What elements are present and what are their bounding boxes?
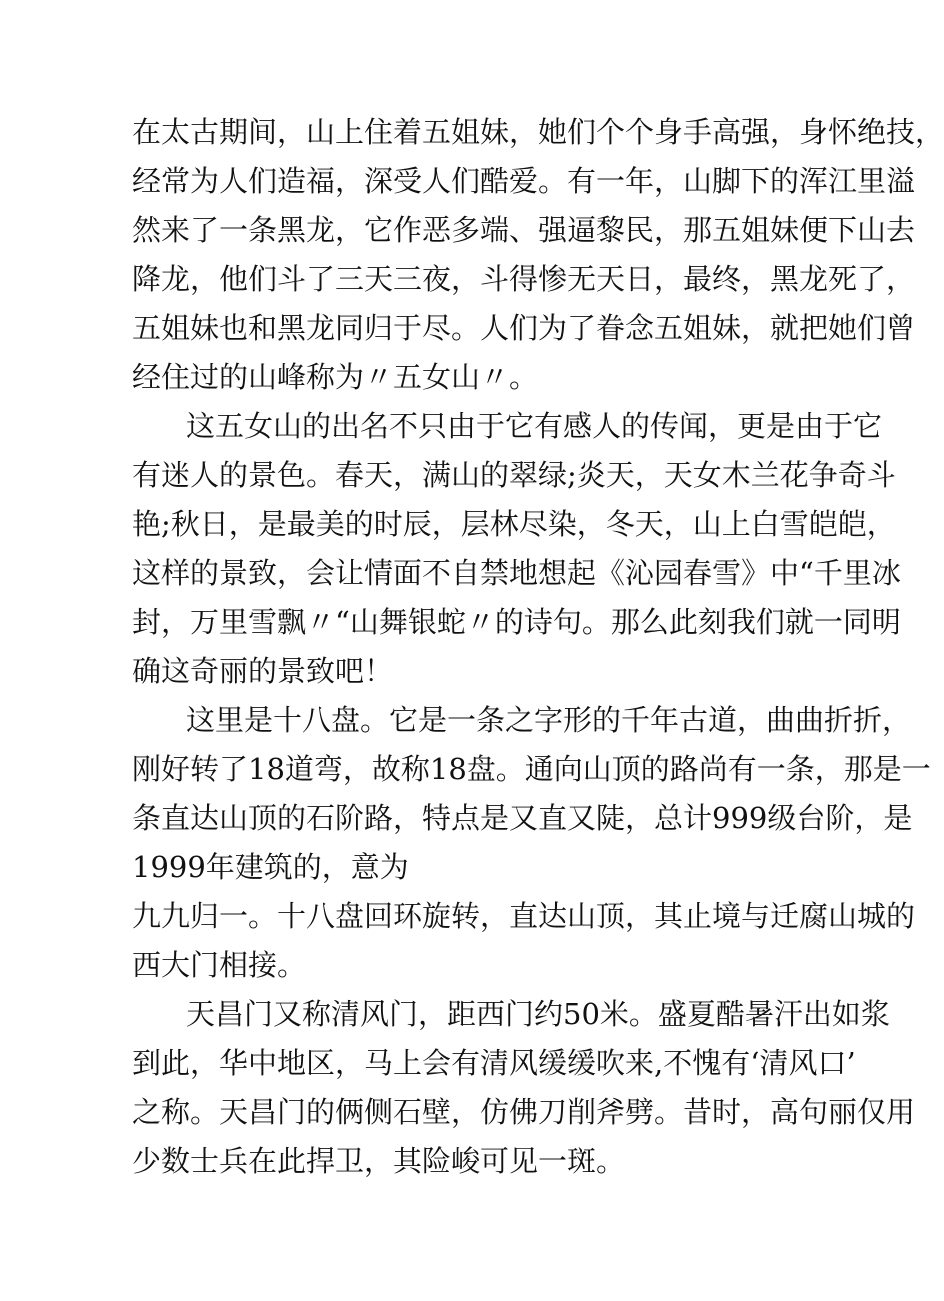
paragraph-2-line-3: 艳;秋日，是最美的时辰，层林尽染，冬天，山上白雪皑皑， (132, 507, 896, 541)
paragraph-3-line-4: 1999年建筑的，意为 (132, 850, 409, 884)
paragraph-2-line-6: 确这奇丽的景致吧！ (132, 654, 394, 688)
paragraph-3-line-5: 九九归一。十八盘回环旋转，直达山顶，其止境与迁腐山城的 (132, 899, 916, 933)
paragraph-1-line-6: 经住过的山峰称为〃五女山〃。 (132, 360, 539, 394)
paragraph-1-line-4: 降龙，他们斗了三天三夜，斗得惨无天日，最终，黑龙死了， (132, 262, 916, 296)
paragraph-1-line-3: 然来了一条黑龙，它作恶多端、强逼黎民，那五姐妹便下山去 (132, 213, 916, 247)
paragraph-3-line-1: 这里是十八盘。它是一条之字形的千年古道，曲曲折折， (186, 703, 912, 737)
paragraph-4-line-3: 之称。天昌门的俩侧石壁，仿佛刀削斧劈。昔时，高句丽仅用 (132, 1095, 916, 1129)
paragraph-2-line-1: 这五女山的出名不只由于它有感人的传闻，更是由于它 (186, 409, 883, 443)
paragraph-4-line-1: 天昌门又称清风门，距西门约50米。盛夏酷暑汗出如浆 (186, 997, 890, 1031)
paragraph-3-line-6: 西大门相接。 (132, 948, 307, 982)
paragraph-1-line-1: 在太古期间，山上住着五姐妹，她们个个身手高强，身怀绝技， (132, 115, 944, 149)
paragraph-4-line-4: 少数士兵在此捍卫，其险峻可见一斑。 (132, 1144, 626, 1178)
paragraph-2-line-5: 封，万里雪飘〃“山舞银蛇〃的诗句。那么此刻我们就一同明 (132, 605, 901, 639)
paragraph-2-line-4: 这样的景致，会让情面不自禁地想起《沁园春雪》中“千里冰 (132, 556, 901, 590)
paragraph-4-line-2: 到此，华中地区，马上会有清风缓缓吹来,不愧有‘清风口’ (132, 1046, 856, 1080)
paragraph-1-line-2: 经常为人们造福，深受人们酷爱。有一年，山脚下的浑江里溢 (132, 164, 916, 198)
paragraph-3-line-2: 刚好转了18道弯，故称18盘。通向山顶的路尚有一条，那是一 (132, 752, 931, 786)
paragraph-2-line-2: 有迷人的景色。春天，满山的翠绿;炎天，天女木兰花争奇斗 (132, 458, 896, 492)
paragraph-3-line-3: 条直达山顶的石阶路，特点是又直又陡，总计999级台阶，是 (132, 801, 913, 835)
paragraph-1-line-5: 五姐妹也和黑龙同归于尽。人们为了眷念五姐妹，就把她们曾 (132, 311, 916, 345)
